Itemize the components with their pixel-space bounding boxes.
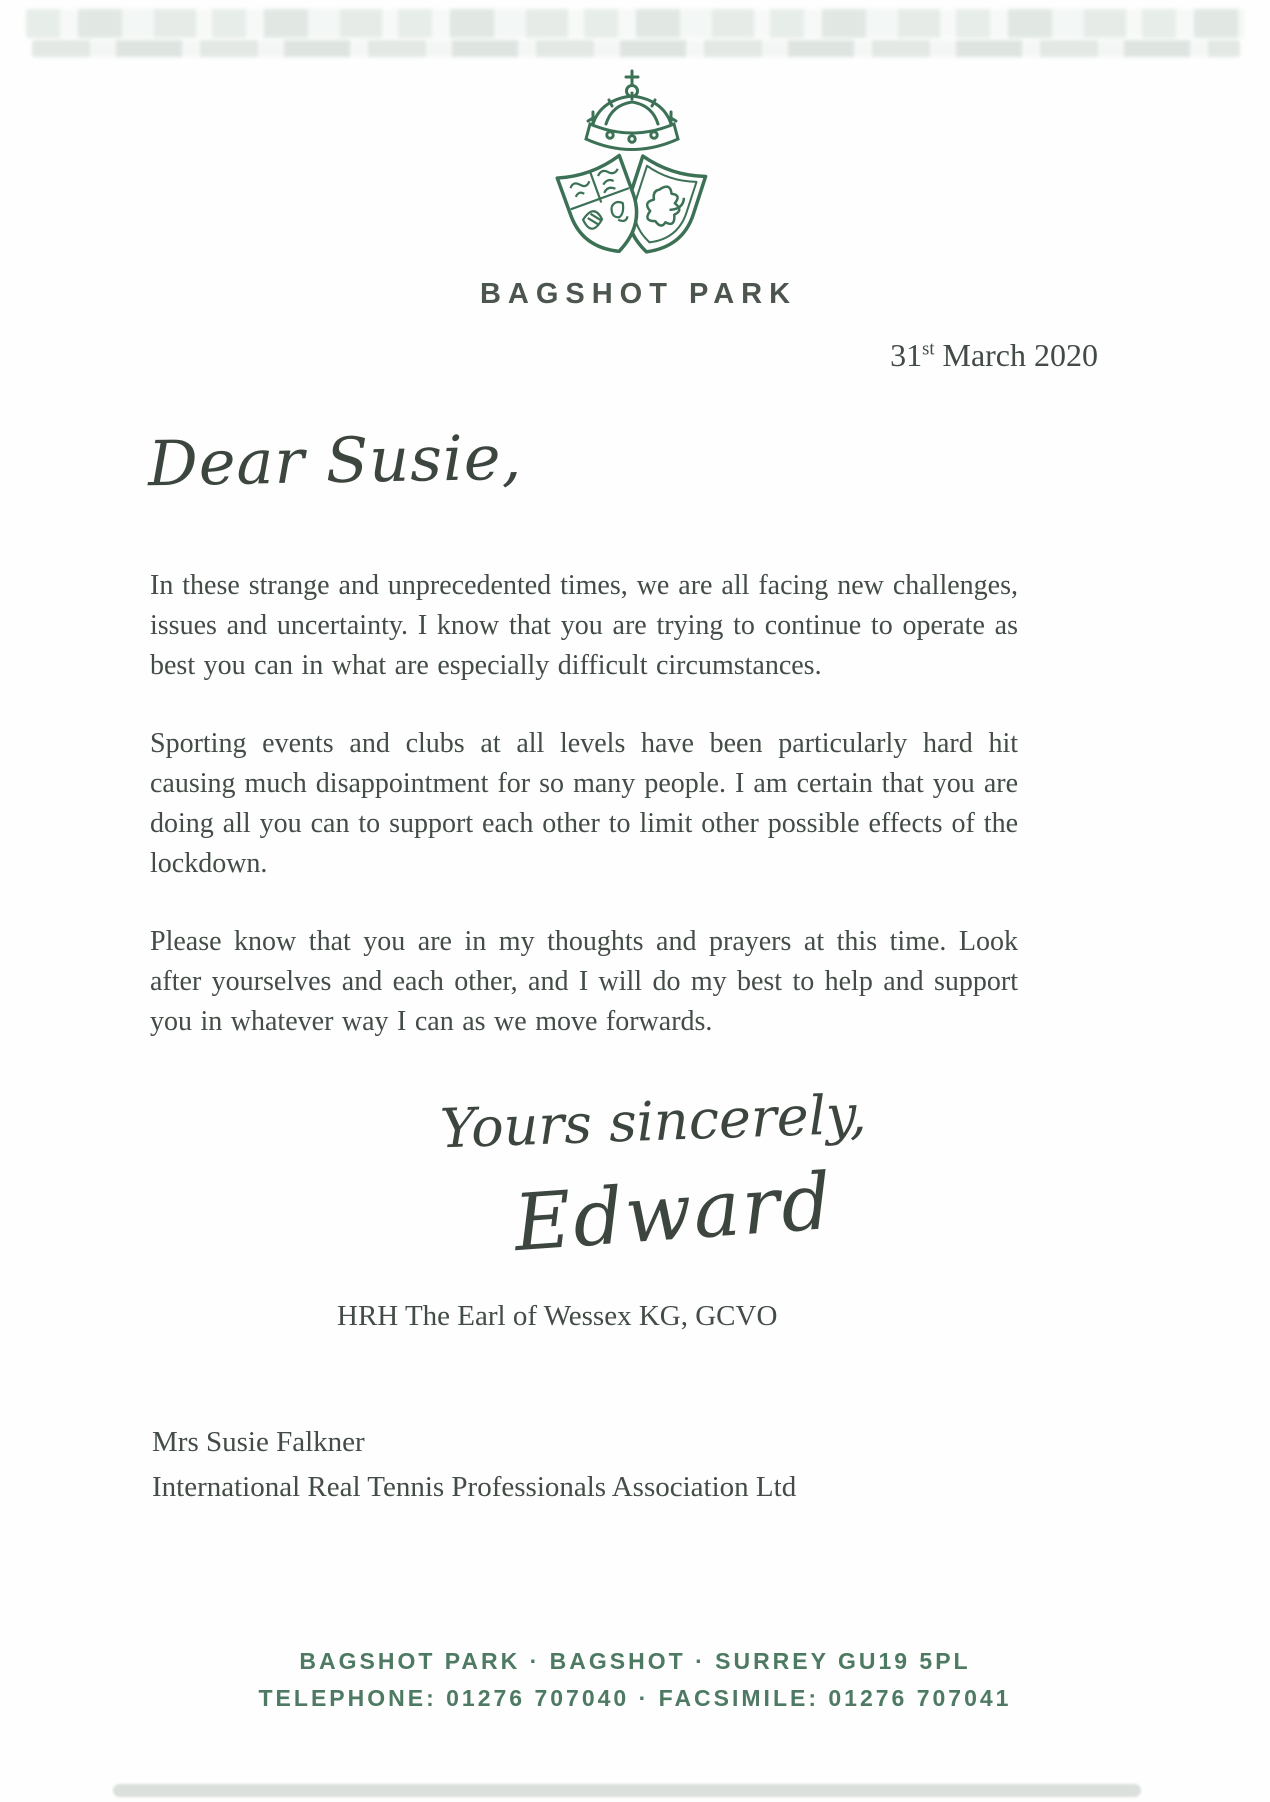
shields-icon	[557, 155, 705, 262]
royal-crest	[532, 66, 732, 279]
crown-icon	[586, 71, 678, 150]
signatory-name: HRH The Earl of Wessex KG, GCVO	[337, 1300, 778, 1332]
letterhead-title: BAGSHOT PARK	[479, 278, 798, 310]
footer-contacts: TELEPHONE: 01276 707040 · FACSIMILE: 01276 707041	[258, 1685, 1012, 1711]
scan-noise-row	[32, 40, 1240, 57]
date-month-year: March 2020	[942, 337, 1098, 373]
recipient-name: Mrs Susie Falkner	[152, 1426, 365, 1458]
scan-noise-row	[26, 9, 1244, 38]
scan-artifact-top	[26, 9, 1244, 58]
valediction-handwritten: Yours sincerely,	[439, 1082, 868, 1161]
date-ordinal: st	[922, 338, 935, 360]
date-day: 31	[890, 337, 923, 373]
paragraph-1: In these strange and unprecedented times, we are all facing new challenges, issues and uncertainty. I know that you are trying to continue to operate as best you can in what are especially difficult circumstances.	[150, 570, 1018, 681]
paragraph-3: Please know that you are in my thoughts and prayers at this time. Look after yourselves and each other, and I will do my best to help and support you in whatever way I can as we move forwards.	[150, 926, 1018, 1037]
recipient-organisation: International Real Tennis Professionals Association Ltd	[152, 1471, 797, 1503]
salutation-handwritten: Dear Susie,	[147, 420, 523, 501]
footer-address: BAGSHOT PARK · BAGSHOT · SURREY GU19 5PL	[299, 1648, 971, 1674]
letter-date	[890, 337, 1098, 374]
signature-handwritten: Edward	[511, 1156, 837, 1270]
letter-footer	[0, 1648, 1270, 1722]
crest-graphic	[532, 66, 732, 274]
scan-artifact-bottom	[113, 1784, 1141, 1797]
paragraph-2: Sporting events and clubs at all levels have been particularly hard hit causing much disappointment for so many people. I am certain that you are doing all you can to support each other to limit other possible effects of the lockdown.	[150, 728, 1018, 879]
recipient-block	[152, 1420, 796, 1510]
letter-body	[150, 566, 1018, 1080]
